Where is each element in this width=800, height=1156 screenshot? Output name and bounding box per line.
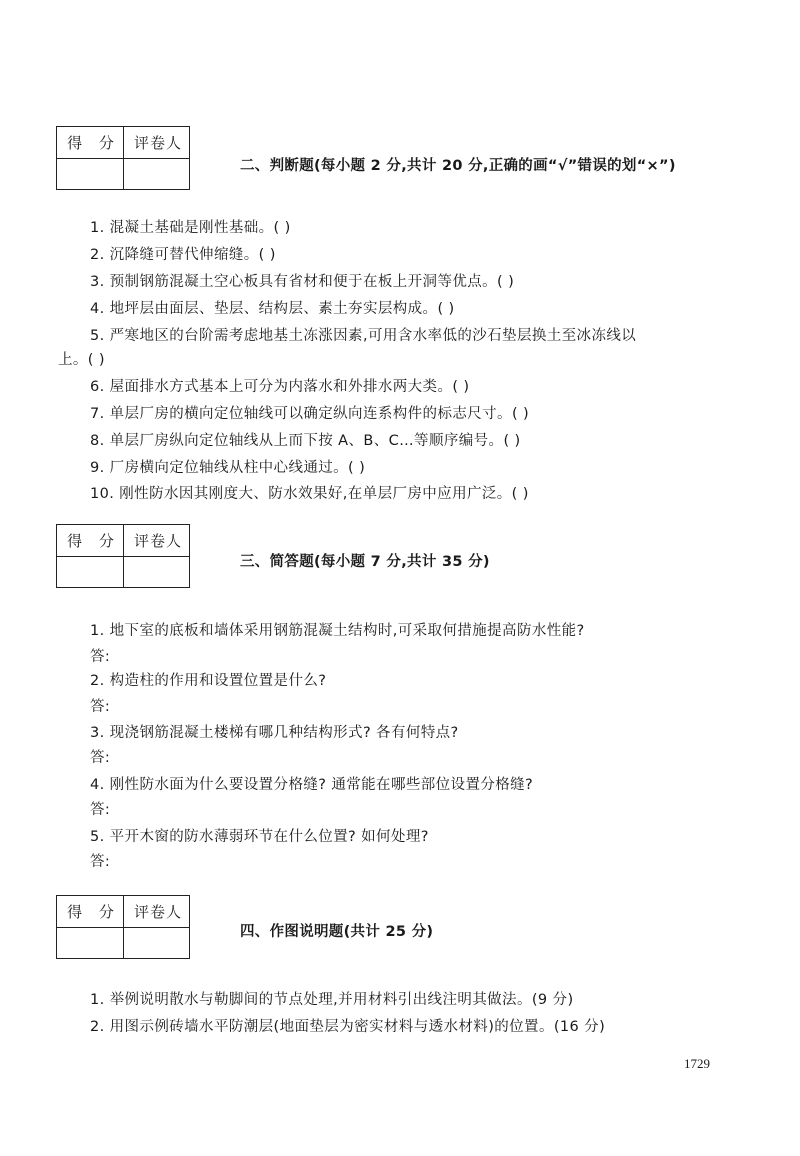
section3-answer-4: 答:: [90, 802, 111, 818]
section2-item-6: 6. 屋面排水方式基本上可分为内落水和外排水两大类。( ): [90, 379, 470, 395]
section2-item-9: 9. 厂房横向定位轴线从柱中心线通过。( ): [90, 460, 366, 476]
section2-item-7: 7. 单层厂房的横向定位轴线可以确定纵向连系构件的标志尺寸。( ): [90, 406, 530, 422]
section4-title: 四、作图说明题(共计 25 分): [240, 924, 434, 940]
section3-q2: 2. 构造柱的作用和设置位置是什么?: [90, 673, 327, 689]
score-box-section2: [56, 126, 190, 190]
grader-label: 评卷人: [133, 532, 182, 550]
score-label: 得 分: [67, 532, 115, 550]
section3-answer-2: 答:: [90, 699, 111, 715]
score-label: 得 分: [67, 134, 115, 152]
section4-q1: 1. 举例说明散水与勒脚间的节点处理,并用材料引出线注明其做法。(9 分): [90, 992, 574, 1008]
score-label: 得 分: [67, 903, 115, 921]
section2-item-8: 8. 单层厂房纵向定位轴线从上而下按 A、B、C…等顺序编号。( ): [90, 433, 521, 449]
section4-q2: 2. 用图示例砖墙水平防潮层(地面垫层为密实材料与透水材料)的位置。(16 分): [90, 1019, 606, 1035]
section3-answer-1: 答:: [90, 649, 111, 665]
section2-item-4: 4. 地坪层由面层、垫层、结构层、素土夯实层构成。( ): [90, 301, 455, 317]
section3-q4: 4. 刚性防水面为什么要设置分格缝? 通常能在哪些部位设置分格缝?: [90, 777, 534, 793]
score-box-section3: [56, 524, 190, 588]
section3-q3: 3. 现浇钢筋混凝土楼梯有哪几种结构形式? 各有何特点?: [90, 725, 459, 741]
score-box-section4: [56, 895, 190, 959]
section2-item-1: 1. 混凝土基础是刚性基础。( ): [90, 220, 291, 236]
section2-item-2: 2. 沉降缝可替代伸缩缝。( ): [90, 247, 276, 263]
section3-answer-5: 答:: [90, 854, 111, 870]
section2-item-10: 10. 刚性防水因其刚度大、防水效果好,在单层厂房中应用广泛。( ): [90, 486, 529, 502]
section3-title: 三、简答题(每小题 7 分,共计 35 分): [240, 554, 490, 570]
grader-label: 评卷人: [133, 903, 182, 921]
section3-answer-3: 答:: [90, 750, 111, 766]
page-number: 1729: [684, 1056, 710, 1071]
section3-q5: 5. 平开木窗的防水薄弱环节在什么位置? 如何处理?: [90, 829, 429, 845]
section2-item-3: 3. 预制钢筋混凝土空心板具有省材和便于在板上开洞等优点。( ): [90, 274, 515, 290]
grader-label: 评卷人: [133, 134, 182, 152]
section2-title: 二、判断题(每小题 2 分,共计 20 分,正确的画“√”错误的划“×”): [240, 158, 676, 174]
section3-q1: 1. 地下室的底板和墙体采用钢筋混凝土结构时,可采取何措施提高防水性能?: [90, 623, 585, 639]
section2-item-5: 5. 严寒地区的台阶需考虑地基土冻涨因素,可用含水率低的沙石垫层换土至冰冻线以: [90, 328, 637, 344]
section2-item-5-cont: 上。( ): [58, 352, 105, 368]
